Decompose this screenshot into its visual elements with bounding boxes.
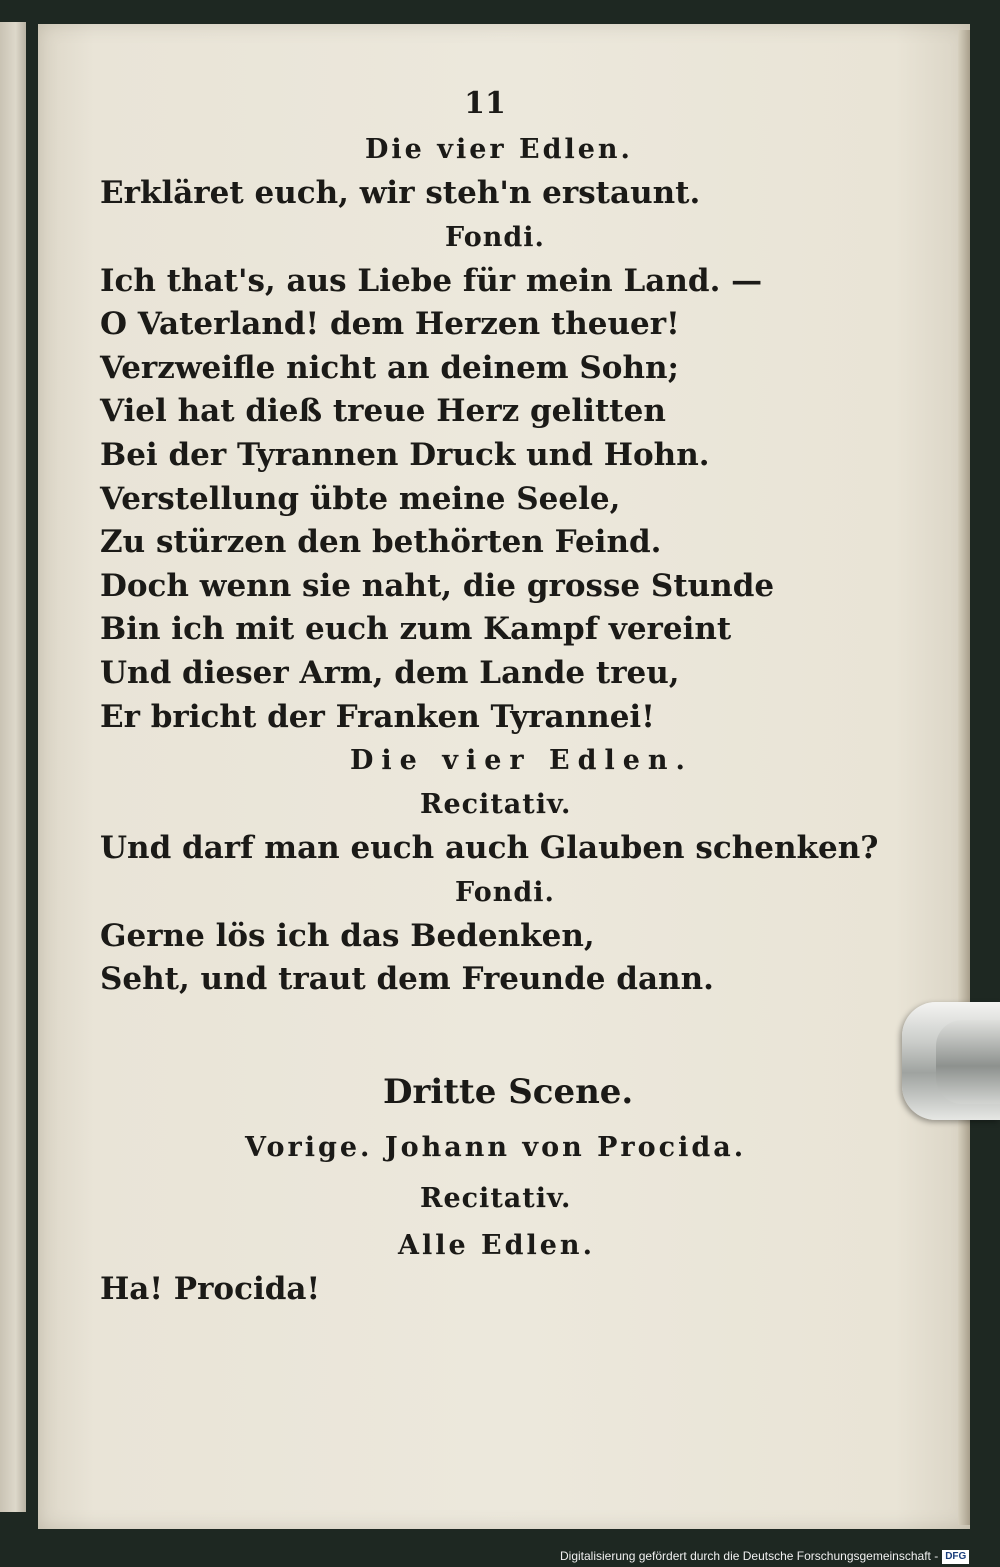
speaker-die-vier-edlen: Die vier Edlen. bbox=[350, 745, 693, 777]
verse-line: Bin ich mit euch zum Kampf vereint bbox=[100, 611, 732, 648]
scene-title: Dritte Scene. bbox=[383, 1071, 634, 1112]
previous-page-edge bbox=[0, 22, 26, 1512]
page-clip-inner bbox=[936, 1020, 1000, 1104]
speaker-fondi: Fondi. bbox=[445, 221, 545, 253]
speaker-fondi: Fondi. bbox=[455, 876, 555, 908]
recitativ-heading: Recitativ. bbox=[420, 789, 572, 821]
digitization-footer bbox=[560, 1545, 1000, 1567]
speaker-die-vier-edlen: Die vier Edlen. bbox=[365, 134, 633, 165]
verse-line: Bei der Tyrannen Druck und Hohn. bbox=[100, 436, 710, 473]
verse-line: Ha! Procida! bbox=[100, 1270, 321, 1307]
section-gap bbox=[100, 1002, 880, 1062]
footer-text: Digitalisierung gefördert durch die Deutsche Forschungsgemeinschaft - bbox=[560, 1549, 939, 1563]
speaker-alle-edlen: Alle Edlen. bbox=[398, 1229, 595, 1261]
page-text bbox=[100, 80, 880, 1312]
recitativ-heading: Recitativ. bbox=[420, 1182, 572, 1214]
page-edge bbox=[958, 30, 970, 1525]
verse-line: Er bricht der Franken Tyrannei! bbox=[100, 698, 655, 735]
verse-line: Und dieser Arm, dem Lande treu, bbox=[100, 654, 680, 691]
verse-line: Gerne lös ich das Bedenken, bbox=[100, 917, 595, 954]
verse-line: Und darf man euch auch Glauben schenken? bbox=[100, 830, 879, 867]
verse-line: Zu stürzen den bethörten Feind. bbox=[100, 524, 662, 561]
page-number: 11 bbox=[464, 86, 506, 121]
verse-line: O Vaterland! dem Herzen theuer! bbox=[100, 306, 680, 343]
verse-line: Verzweifle nicht an deinem Sohn; bbox=[100, 349, 679, 386]
verse-line: Viel hat dieß treue Herz gelitten bbox=[100, 393, 666, 430]
verse-line: Erkläret euch, wir steh'n erstaunt. bbox=[100, 175, 701, 211]
scene-persons: Vorige. Johann von Procida. bbox=[245, 1131, 747, 1163]
verse-line: Ich that's, aus Liebe für mein Land. — bbox=[100, 262, 763, 299]
verse-line: Doch wenn sie naht, die grosse Stunde bbox=[100, 567, 775, 604]
verse-line: Seht, und traut dem Freunde dann. bbox=[100, 961, 714, 998]
verse-line: Verstellung übte meine Seele, bbox=[100, 480, 621, 517]
dfg-logo: DFG bbox=[942, 1550, 969, 1564]
